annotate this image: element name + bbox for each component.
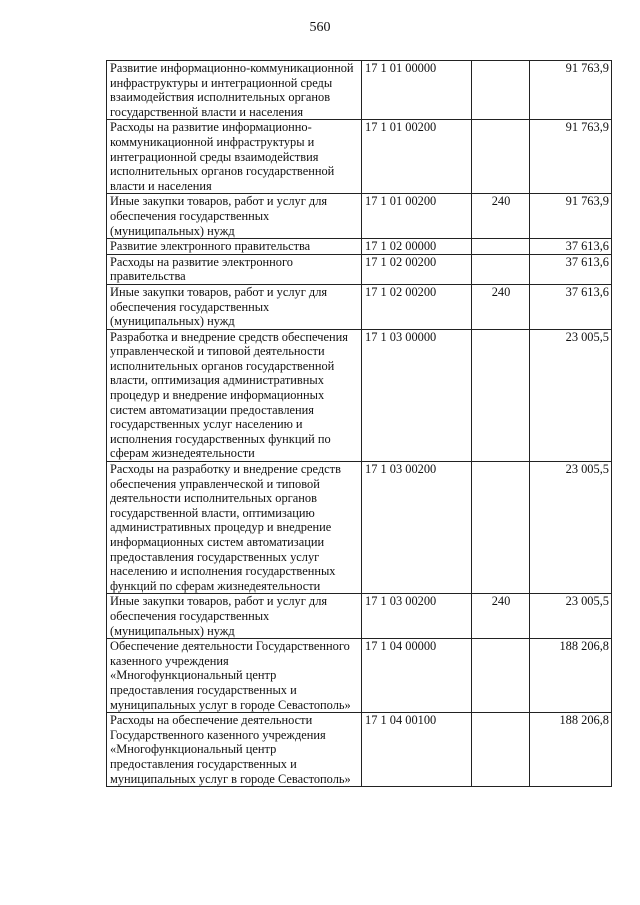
table-row [107, 639, 612, 713]
row-amount: 91 763,9 [530, 120, 612, 194]
row-name: Иные закупки товаров, работ и услуг для обеспечения государственных (муниципальных) нужд [107, 194, 362, 239]
table-row [107, 120, 612, 194]
row-amount: 188 206,8 [530, 713, 612, 787]
row-amount: 37 613,6 [530, 254, 612, 284]
table-row [107, 329, 612, 461]
row-amount: 23 005,5 [530, 594, 612, 639]
row-name: Расходы на обеспечение деятельности Государственного казенного учреждения «Многофункциональный центр предоставления государственных и муниципальных услуг в городе Севастополь» [107, 713, 362, 787]
row-name: Развитие информационно-коммуникационной инфраструктуры и интеграционной среды взаимодействия исполнительных органов государственной власти и населения [107, 61, 362, 120]
row-code: 17 1 04 00000 [362, 639, 472, 713]
row-code: 17 1 02 00200 [362, 254, 472, 284]
table-row [107, 194, 612, 239]
row-type [472, 61, 530, 120]
row-name: Расходы на развитие информационно-коммуникационной инфраструктуры и интеграционной среды взаимодействия исполнительных органов государственной власти и населения [107, 120, 362, 194]
row-amount: 188 206,8 [530, 639, 612, 713]
row-code: 17 1 03 00200 [362, 594, 472, 639]
row-amount: 23 005,5 [530, 462, 612, 594]
table-row [107, 254, 612, 284]
row-code: 17 1 01 00200 [362, 194, 472, 239]
table-row [107, 713, 612, 787]
row-code: 17 1 03 00200 [362, 462, 472, 594]
table-row [107, 462, 612, 594]
row-type [472, 639, 530, 713]
table-row [107, 284, 612, 329]
table-row [107, 239, 612, 255]
row-code: 17 1 02 00000 [362, 239, 472, 255]
row-type [472, 239, 530, 255]
row-type: 240 [472, 284, 530, 329]
row-code: 17 1 04 00100 [362, 713, 472, 787]
row-type: 240 [472, 194, 530, 239]
row-name: Обеспечение деятельности Государственного казенного учреждения «Многофункциональный центр предоставления государственных и муниципальных услуг в городе Севастополь» [107, 639, 362, 713]
row-code: 17 1 01 00200 [362, 120, 472, 194]
budget-table [106, 60, 612, 787]
row-name: Развитие электронного правительства [107, 239, 362, 255]
row-name: Расходы на разработку и внедрение средств обеспечения управленческой и типовой деятельности исполнительных органов государственной власти, оптимизацию административных процедур и внедрение информационных систем автоматизации предоставления государственных услуг населению и исполнения государственных функций по сферам жизнедеятельности [107, 462, 362, 594]
row-type [472, 254, 530, 284]
row-code: 17 1 02 00200 [362, 284, 472, 329]
row-type [472, 462, 530, 594]
row-name: Иные закупки товаров, работ и услуг для обеспечения государственных (муниципальных) нужд [107, 284, 362, 329]
row-name: Расходы на развитие электронного правительства [107, 254, 362, 284]
row-amount: 91 763,9 [530, 194, 612, 239]
row-name: Разработка и внедрение средств обеспечения управленческой и типовой деятельности исполнительных органов государственной власти, оптимизация административных процедур и внедрение информационных систем автоматизации предоставления государственных услуг населению и исполнения государственных функций по сферам жизнедеятельности [107, 329, 362, 461]
row-code: 17 1 01 00000 [362, 61, 472, 120]
row-amount: 37 613,6 [530, 284, 612, 329]
table-row [107, 61, 612, 120]
row-type [472, 713, 530, 787]
row-type [472, 329, 530, 461]
row-name: Иные закупки товаров, работ и услуг для обеспечения государственных (муниципальных) нужд [107, 594, 362, 639]
row-amount: 23 005,5 [530, 329, 612, 461]
row-code: 17 1 03 00000 [362, 329, 472, 461]
page-number: 560 [309, 20, 331, 35]
row-type [472, 120, 530, 194]
table-row [107, 594, 612, 639]
row-amount: 37 613,6 [530, 239, 612, 255]
row-amount: 91 763,9 [530, 61, 612, 120]
row-type: 240 [472, 594, 530, 639]
